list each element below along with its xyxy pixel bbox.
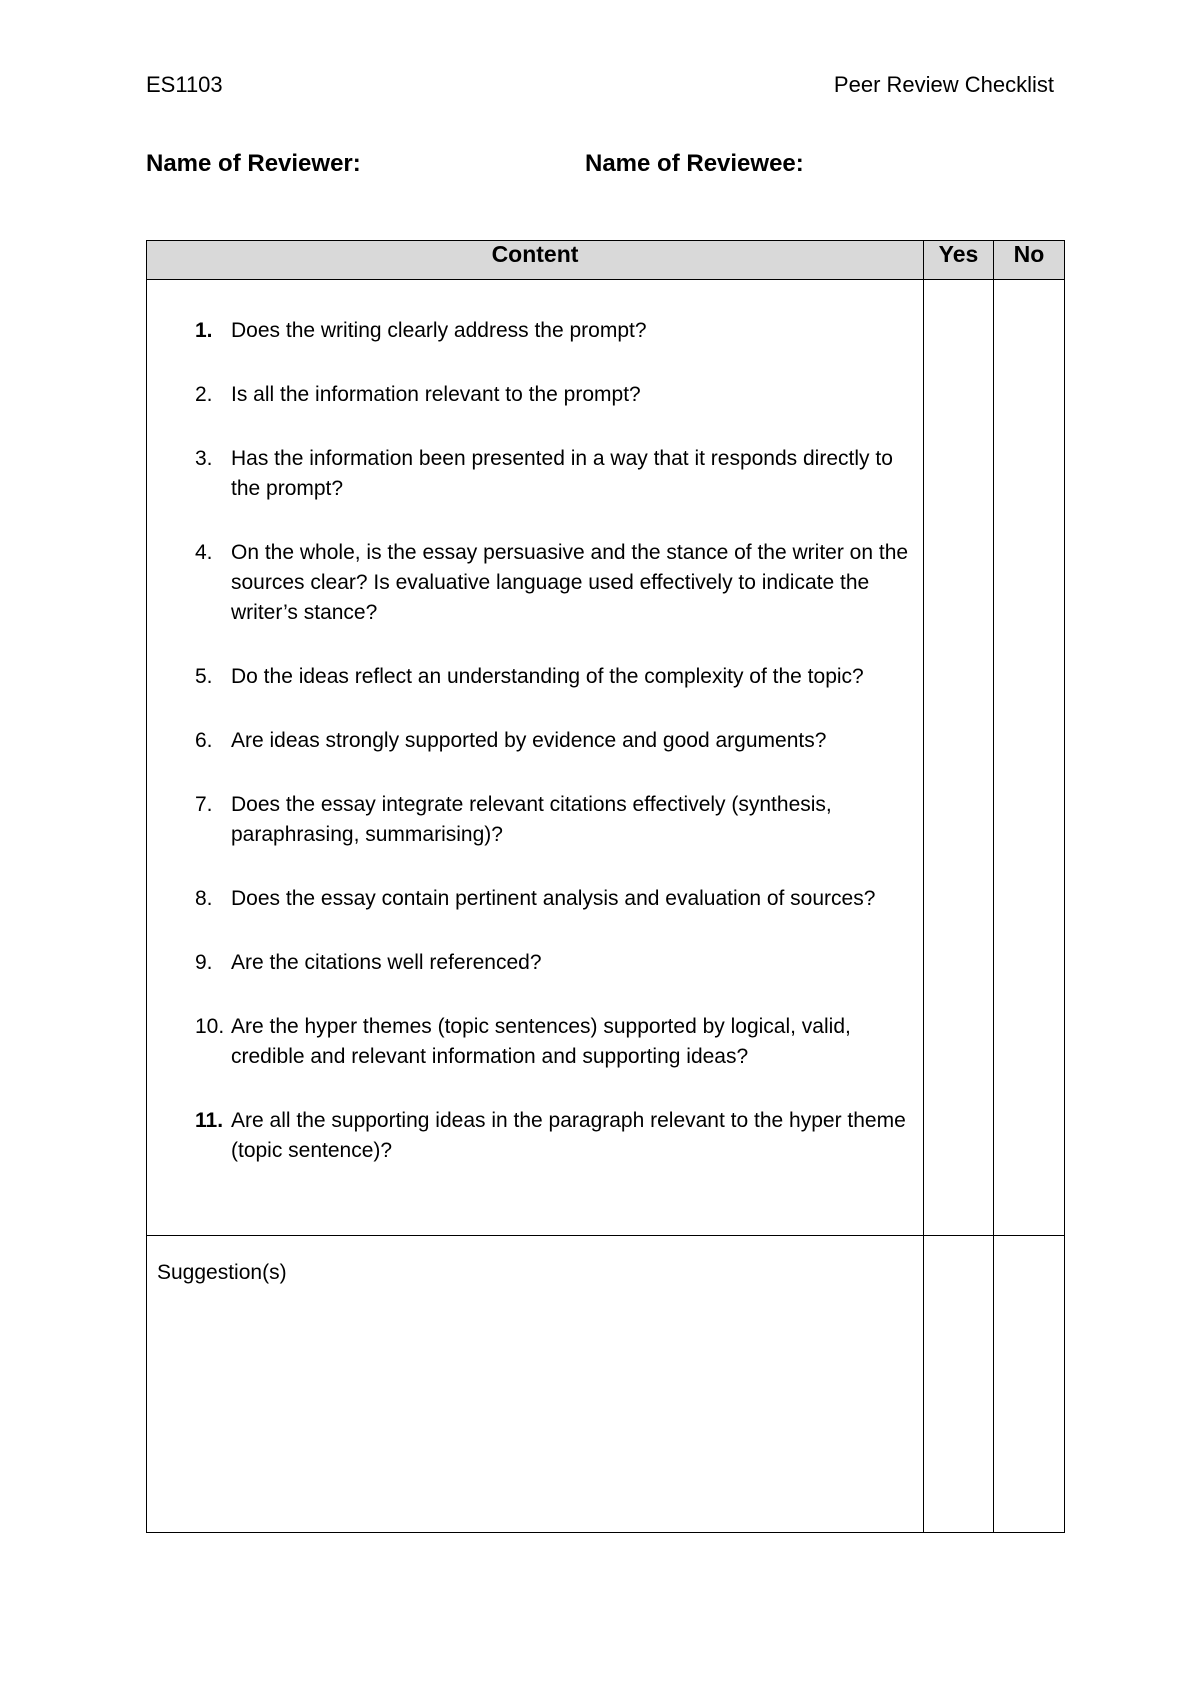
question-number: 4.	[195, 541, 213, 564]
peer-review-table	[146, 240, 1065, 1533]
question-number: 1.	[195, 319, 213, 342]
names-row	[146, 150, 1054, 184]
table-header-row	[147, 241, 1065, 280]
suggestions-cell[interactable]	[147, 1236, 924, 1533]
question-text: Are ideas strongly supported by evidence and good arguments?	[231, 729, 827, 752]
question-item	[195, 1012, 913, 1072]
question-text: On the whole, is the essay persuasive and the stance of the writer on the sources clear? Is evaluative language used effectively to indicate the writer’s stance?	[231, 541, 909, 624]
question-number: 5.	[195, 665, 213, 688]
suggestions-no-cell[interactable]	[994, 1236, 1065, 1533]
suggestions-yes-cell[interactable]	[924, 1236, 994, 1533]
question-item	[195, 316, 913, 346]
question-item	[195, 884, 913, 914]
question-text: Are the citations well referenced?	[231, 951, 542, 974]
content-column-header: Content	[147, 241, 924, 280]
yes-column-header: Yes	[924, 241, 994, 280]
questions-row	[147, 280, 1065, 1236]
no-column-header: No	[994, 241, 1065, 280]
question-text: Does the essay integrate relevant citations effectively (synthesis, paraphrasing, summarising)?	[231, 793, 832, 846]
question-item	[195, 726, 913, 756]
question-item	[195, 1106, 913, 1166]
no-answer-cell[interactable]	[994, 280, 1065, 1236]
question-item	[195, 538, 913, 628]
question-item	[195, 948, 913, 978]
question-number: 2.	[195, 383, 213, 406]
question-number: 8.	[195, 887, 213, 910]
suggestions-row	[147, 1236, 1065, 1533]
question-item	[195, 444, 913, 504]
question-text: Does the writing clearly address the prompt?	[231, 319, 647, 342]
reviewer-name-label: Name of Reviewer:	[146, 150, 361, 177]
question-item	[195, 662, 913, 692]
question-text: Has the information been presented in a way that it responds directly to the prompt?	[231, 447, 893, 500]
document-title: Peer Review Checklist	[833, 72, 1054, 97]
yes-answer-cell[interactable]	[924, 280, 994, 1236]
questions-cell	[147, 280, 924, 1236]
question-text: Do the ideas reflect an understanding of the complexity of the topic?	[231, 665, 864, 688]
question-number: 10.	[195, 1015, 225, 1038]
page-header	[146, 72, 1054, 102]
question-number: 3.	[195, 447, 213, 470]
question-number: 9.	[195, 951, 213, 974]
question-number: 11.	[195, 1109, 224, 1132]
question-text: Are the hyper themes (topic sentences) supported by logical, valid, credible and relevant information and supporting ideas?	[231, 1015, 851, 1068]
question-item	[195, 790, 913, 850]
question-text: Is all the information relevant to the prompt?	[231, 383, 641, 406]
suggestions-label: Suggestion(s)	[157, 1261, 287, 1284]
question-number: 7.	[195, 793, 213, 816]
reviewee-name-label: Name of Reviewee:	[585, 150, 804, 177]
question-text: Are all the supporting ideas in the paragraph relevant to the hyper theme (topic sentence)?	[231, 1109, 906, 1162]
question-number: 6.	[195, 729, 213, 752]
question-list	[147, 280, 923, 1166]
question-item	[195, 380, 913, 410]
course-code: ES1103	[146, 72, 223, 97]
question-text: Does the essay contain pertinent analysis and evaluation of sources?	[231, 887, 876, 910]
